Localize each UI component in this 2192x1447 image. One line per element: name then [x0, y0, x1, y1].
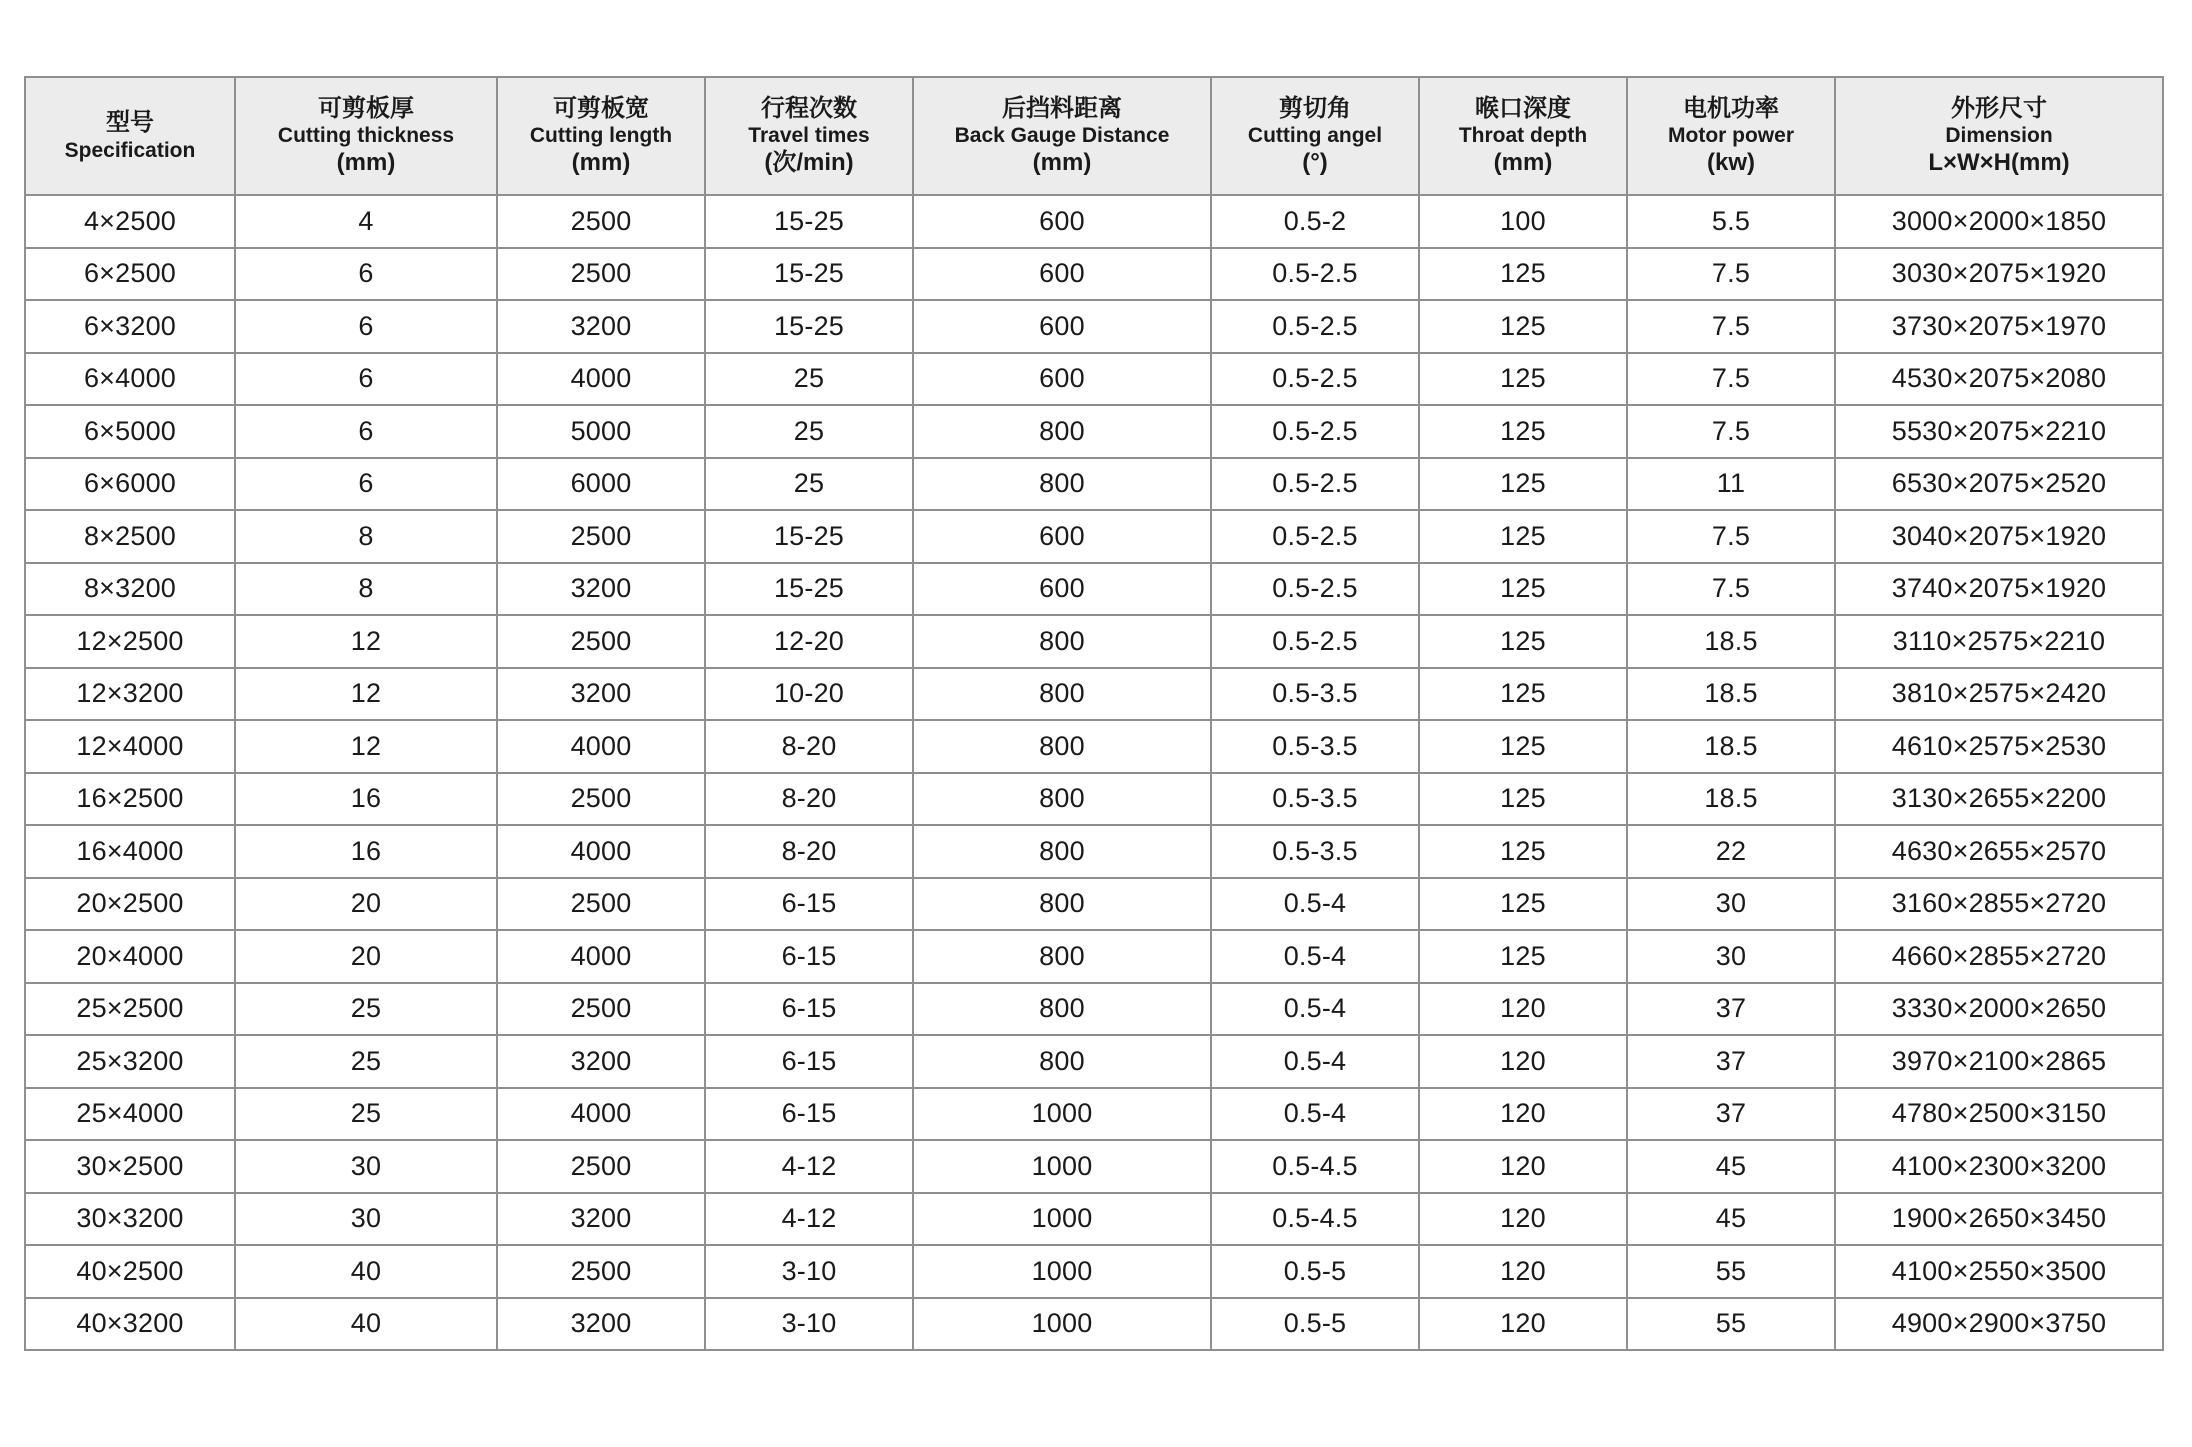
cell-cutting-length: 2500 [497, 195, 705, 248]
cell-specification: 6×6000 [25, 458, 235, 511]
cell-travel-times: 6-15 [705, 1088, 913, 1141]
cell-specification: 12×4000 [25, 720, 235, 773]
cell-dimension: 4530×2075×2080 [1835, 353, 2163, 406]
cell-specification: 8×2500 [25, 510, 235, 563]
cell-cutting-thickness: 8 [235, 563, 497, 616]
cell-cutting-thickness: 25 [235, 1088, 497, 1141]
header-label-cn: 电机功率 [1683, 94, 1779, 122]
cell-cutting-angle: 0.5-4 [1211, 878, 1419, 931]
cell-throat-depth: 120 [1419, 1035, 1627, 1088]
cell-dimension: 3130×2655×2200 [1835, 773, 2163, 826]
cell-throat-depth: 125 [1419, 720, 1627, 773]
cell-cutting-angle: 0.5-4 [1211, 1088, 1419, 1141]
cell-cutting-angle: 0.5-4.5 [1211, 1140, 1419, 1193]
cell-throat-depth: 120 [1419, 1245, 1627, 1298]
cell-dimension: 3810×2575×2420 [1835, 668, 2163, 721]
cell-throat-depth: 125 [1419, 825, 1627, 878]
cell-motor-power: 18.5 [1627, 668, 1835, 721]
header-unit: (°) [1302, 148, 1328, 176]
cell-back-gauge-distance: 1000 [913, 1140, 1211, 1193]
cell-cutting-angle: 0.5-2.5 [1211, 353, 1419, 406]
cell-dimension: 1900×2650×3450 [1835, 1193, 2163, 1246]
cell-travel-times: 4-12 [705, 1140, 913, 1193]
cell-throat-depth: 125 [1419, 510, 1627, 563]
cell-cutting-length: 4000 [497, 825, 705, 878]
cell-travel-times: 15-25 [705, 300, 913, 353]
cell-throat-depth: 125 [1419, 773, 1627, 826]
cell-travel-times: 10-20 [705, 668, 913, 721]
cell-cutting-angle: 0.5-3.5 [1211, 668, 1419, 721]
cell-specification: 6×2500 [25, 248, 235, 301]
header-label-cn: 型号 [106, 109, 154, 136]
cell-specification: 16×4000 [25, 825, 235, 878]
cell-dimension: 3030×2075×1920 [1835, 248, 2163, 301]
cell-cutting-thickness: 6 [235, 300, 497, 353]
cell-cutting-thickness: 40 [235, 1245, 497, 1298]
cell-cutting-length: 2500 [497, 615, 705, 668]
cell-back-gauge-distance: 800 [913, 615, 1211, 668]
cell-back-gauge-distance: 600 [913, 353, 1211, 406]
cell-specification: 6×4000 [25, 353, 235, 406]
cell-back-gauge-distance: 1000 [913, 1298, 1211, 1351]
cell-back-gauge-distance: 1000 [913, 1088, 1211, 1141]
cell-cutting-angle: 0.5-2 [1211, 195, 1419, 248]
table-row [25, 563, 2163, 616]
spec-table [24, 76, 2164, 1351]
cell-throat-depth: 120 [1419, 1193, 1627, 1246]
table-row [25, 1245, 2163, 1298]
table-row [25, 195, 2163, 248]
header-motor-power [1627, 77, 1835, 195]
cell-travel-times: 8-20 [705, 825, 913, 878]
cell-cutting-length: 2500 [497, 248, 705, 301]
table-row [25, 615, 2163, 668]
table-row [25, 300, 2163, 353]
header-back-gauge-distance [913, 77, 1211, 195]
cell-dimension: 3040×2075×1920 [1835, 510, 2163, 563]
cell-cutting-thickness: 6 [235, 458, 497, 511]
cell-specification: 8×3200 [25, 563, 235, 616]
table-row [25, 1193, 2163, 1246]
cell-travel-times: 25 [705, 353, 913, 406]
cell-back-gauge-distance: 800 [913, 983, 1211, 1036]
table-row [25, 825, 2163, 878]
cell-motor-power: 55 [1627, 1245, 1835, 1298]
cell-back-gauge-distance: 1000 [913, 1245, 1211, 1298]
cell-cutting-angle: 0.5-4 [1211, 930, 1419, 983]
cell-cutting-length: 4000 [497, 353, 705, 406]
header-label-en: Cutting thickness [277, 124, 455, 148]
table-row [25, 1298, 2163, 1351]
cell-cutting-length: 4000 [497, 930, 705, 983]
table-row [25, 930, 2163, 983]
header-label-en: Throat depth [1458, 124, 1588, 148]
cell-dimension: 5530×2075×2210 [1835, 405, 2163, 458]
cell-cutting-thickness: 6 [235, 405, 497, 458]
cell-cutting-length: 3200 [497, 1193, 705, 1246]
header-unit: (mm) [336, 148, 396, 176]
cell-dimension: 4630×2655×2570 [1835, 825, 2163, 878]
header-label-en: Back Gauge Distance [954, 124, 1170, 148]
cell-dimension: 3000×2000×1850 [1835, 195, 2163, 248]
cell-cutting-length: 6000 [497, 458, 705, 511]
cell-cutting-angle: 0.5-2.5 [1211, 300, 1419, 353]
header-unit: L×W×H(mm) [1928, 148, 2070, 176]
cell-cutting-length: 3200 [497, 668, 705, 721]
cell-cutting-length: 2500 [497, 1140, 705, 1193]
table-row [25, 1140, 2163, 1193]
header-label-cn: 可剪板宽 [553, 94, 649, 122]
cell-cutting-thickness: 30 [235, 1193, 497, 1246]
cell-cutting-angle: 0.5-2.5 [1211, 405, 1419, 458]
cell-cutting-thickness: 6 [235, 353, 497, 406]
cell-specification: 25×3200 [25, 1035, 235, 1088]
cell-motor-power: 37 [1627, 1035, 1835, 1088]
table-row [25, 983, 2163, 1036]
cell-travel-times: 8-20 [705, 773, 913, 826]
cell-specification: 20×4000 [25, 930, 235, 983]
table-row [25, 773, 2163, 826]
cell-back-gauge-distance: 800 [913, 773, 1211, 826]
cell-travel-times: 6-15 [705, 878, 913, 931]
cell-specification: 4×2500 [25, 195, 235, 248]
cell-dimension: 4660×2855×2720 [1835, 930, 2163, 983]
cell-specification: 40×2500 [25, 1245, 235, 1298]
cell-specification: 20×2500 [25, 878, 235, 931]
cell-cutting-thickness: 40 [235, 1298, 497, 1351]
cell-throat-depth: 125 [1419, 615, 1627, 668]
cell-throat-depth: 120 [1419, 1298, 1627, 1351]
cell-motor-power: 7.5 [1627, 248, 1835, 301]
cell-dimension: 4900×2900×3750 [1835, 1298, 2163, 1351]
cell-back-gauge-distance: 600 [913, 248, 1211, 301]
cell-cutting-length: 2500 [497, 510, 705, 563]
header-label-en: Motor power [1668, 124, 1794, 148]
cell-dimension: 4100×2550×3500 [1835, 1245, 2163, 1298]
cell-cutting-angle: 0.5-5 [1211, 1245, 1419, 1298]
cell-throat-depth: 125 [1419, 353, 1627, 406]
spec-table-container [24, 76, 2162, 1351]
cell-cutting-length: 3200 [497, 1035, 705, 1088]
table-row [25, 878, 2163, 931]
cell-throat-depth: 125 [1419, 563, 1627, 616]
cell-motor-power: 11 [1627, 458, 1835, 511]
cell-cutting-thickness: 4 [235, 195, 497, 248]
cell-dimension: 3970×2100×2865 [1835, 1035, 2163, 1088]
header-label-cn: 剪切角 [1279, 94, 1351, 122]
table-row [25, 668, 2163, 721]
cell-specification: 40×3200 [25, 1298, 235, 1351]
cell-specification: 12×2500 [25, 615, 235, 668]
cell-back-gauge-distance: 800 [913, 1035, 1211, 1088]
cell-travel-times: 6-15 [705, 930, 913, 983]
cell-dimension: 3330×2000×2650 [1835, 983, 2163, 1036]
cell-back-gauge-distance: 600 [913, 195, 1211, 248]
cell-travel-times: 12-20 [705, 615, 913, 668]
cell-cutting-length: 4000 [497, 720, 705, 773]
cell-cutting-angle: 0.5-2.5 [1211, 458, 1419, 511]
cell-motor-power: 18.5 [1627, 720, 1835, 773]
cell-dimension: 3740×2075×1920 [1835, 563, 2163, 616]
cell-motor-power: 7.5 [1627, 353, 1835, 406]
cell-cutting-angle: 0.5-3.5 [1211, 773, 1419, 826]
cell-travel-times: 15-25 [705, 563, 913, 616]
cell-specification: 12×3200 [25, 668, 235, 721]
cell-back-gauge-distance: 800 [913, 405, 1211, 458]
cell-cutting-length: 3200 [497, 300, 705, 353]
cell-motor-power: 45 [1627, 1193, 1835, 1246]
cell-back-gauge-distance: 800 [913, 720, 1211, 773]
header-unit: (mm) [1032, 148, 1092, 176]
cell-back-gauge-distance: 600 [913, 563, 1211, 616]
header-label-cn: 后挡料距离 [1002, 94, 1122, 122]
cell-cutting-length: 2500 [497, 983, 705, 1036]
cell-specification: 30×2500 [25, 1140, 235, 1193]
cell-cutting-thickness: 20 [235, 930, 497, 983]
table-row [25, 1088, 2163, 1141]
cell-cutting-thickness: 8 [235, 510, 497, 563]
cell-cutting-angle: 0.5-4 [1211, 983, 1419, 1036]
header-dimension [1835, 77, 2163, 195]
cell-motor-power: 37 [1627, 1088, 1835, 1141]
cell-motor-power: 7.5 [1627, 300, 1835, 353]
cell-back-gauge-distance: 1000 [913, 1193, 1211, 1246]
cell-motor-power: 55 [1627, 1298, 1835, 1351]
cell-dimension: 6530×2075×2520 [1835, 458, 2163, 511]
cell-cutting-thickness: 30 [235, 1140, 497, 1193]
cell-specification: 30×3200 [25, 1193, 235, 1246]
table-row [25, 458, 2163, 511]
cell-travel-times: 6-15 [705, 1035, 913, 1088]
cell-motor-power: 18.5 [1627, 773, 1835, 826]
cell-cutting-thickness: 20 [235, 878, 497, 931]
header-label-en: Cutting length [529, 124, 673, 148]
cell-motor-power: 7.5 [1627, 405, 1835, 458]
cell-throat-depth: 125 [1419, 878, 1627, 931]
cell-specification: 6×3200 [25, 300, 235, 353]
cell-cutting-length: 2500 [497, 773, 705, 826]
cell-dimension: 3160×2855×2720 [1835, 878, 2163, 931]
cell-back-gauge-distance: 600 [913, 300, 1211, 353]
cell-motor-power: 7.5 [1627, 563, 1835, 616]
cell-throat-depth: 125 [1419, 930, 1627, 983]
cell-travel-times: 15-25 [705, 510, 913, 563]
header-travel-times [705, 77, 913, 195]
cell-dimension: 4780×2500×3150 [1835, 1088, 2163, 1141]
cell-back-gauge-distance: 800 [913, 930, 1211, 983]
cell-back-gauge-distance: 800 [913, 878, 1211, 931]
cell-cutting-length: 3200 [497, 1298, 705, 1351]
cell-travel-times: 25 [705, 458, 913, 511]
cell-cutting-length: 4000 [497, 1088, 705, 1141]
header-cutting-angle [1211, 77, 1419, 195]
cell-cutting-angle: 0.5-3.5 [1211, 720, 1419, 773]
cell-cutting-angle: 0.5-2.5 [1211, 510, 1419, 563]
cell-cutting-angle: 0.5-4.5 [1211, 1193, 1419, 1246]
cell-cutting-angle: 0.5-2.5 [1211, 563, 1419, 616]
header-unit: (次/min) [764, 148, 854, 176]
header-cutting-length [497, 77, 705, 195]
cell-cutting-thickness: 12 [235, 720, 497, 773]
cell-back-gauge-distance: 800 [913, 458, 1211, 511]
header-unit: (mm) [571, 148, 631, 176]
cell-throat-depth: 125 [1419, 405, 1627, 458]
cell-dimension: 4100×2300×3200 [1835, 1140, 2163, 1193]
header-label-en: Travel times [748, 124, 870, 148]
cell-specification: 25×4000 [25, 1088, 235, 1141]
header-label-cn: 可剪板厚 [318, 94, 414, 122]
header-specification [25, 77, 235, 195]
cell-travel-times: 15-25 [705, 248, 913, 301]
cell-specification: 16×2500 [25, 773, 235, 826]
cell-motor-power: 5.5 [1627, 195, 1835, 248]
cell-travel-times: 15-25 [705, 195, 913, 248]
cell-throat-depth: 100 [1419, 195, 1627, 248]
cell-travel-times: 25 [705, 405, 913, 458]
cell-cutting-thickness: 25 [235, 1035, 497, 1088]
cell-specification: 25×2500 [25, 983, 235, 1036]
cell-cutting-thickness: 12 [235, 668, 497, 721]
cell-motor-power: 22 [1627, 825, 1835, 878]
cell-throat-depth: 125 [1419, 458, 1627, 511]
cell-motor-power: 30 [1627, 878, 1835, 931]
cell-cutting-angle: 0.5-2.5 [1211, 615, 1419, 668]
cell-specification: 6×5000 [25, 405, 235, 458]
cell-throat-depth: 120 [1419, 983, 1627, 1036]
cell-motor-power: 37 [1627, 983, 1835, 1036]
cell-back-gauge-distance: 800 [913, 825, 1211, 878]
cell-cutting-angle: 0.5-2.5 [1211, 248, 1419, 301]
cell-motor-power: 45 [1627, 1140, 1835, 1193]
cell-cutting-thickness: 6 [235, 248, 497, 301]
cell-cutting-thickness: 25 [235, 983, 497, 1036]
cell-travel-times: 3-10 [705, 1298, 913, 1351]
cell-cutting-thickness: 16 [235, 773, 497, 826]
header-label-en: Cutting angel [1247, 124, 1383, 148]
cell-travel-times: 3-10 [705, 1245, 913, 1298]
cell-travel-times: 8-20 [705, 720, 913, 773]
header-label-cn: 外形尺寸 [1951, 94, 2047, 122]
table-header-row [25, 77, 2163, 195]
cell-cutting-thickness: 16 [235, 825, 497, 878]
cell-back-gauge-distance: 600 [913, 510, 1211, 563]
cell-cutting-length: 2500 [497, 878, 705, 931]
header-unit: (kw) [1707, 148, 1755, 176]
table-row [25, 405, 2163, 458]
table-row [25, 720, 2163, 773]
table-row [25, 1035, 2163, 1088]
cell-dimension: 3730×2075×1970 [1835, 300, 2163, 353]
table-row [25, 248, 2163, 301]
cell-motor-power: 18.5 [1627, 615, 1835, 668]
cell-cutting-length: 3200 [497, 563, 705, 616]
table-row [25, 353, 2163, 406]
cell-throat-depth: 125 [1419, 300, 1627, 353]
header-throat-depth [1419, 77, 1627, 195]
header-label-cn: 行程次数 [761, 94, 857, 122]
cell-back-gauge-distance: 800 [913, 668, 1211, 721]
cell-travel-times: 6-15 [705, 983, 913, 1036]
header-unit: (mm) [1493, 148, 1553, 176]
cell-throat-depth: 120 [1419, 1140, 1627, 1193]
cell-cutting-length: 5000 [497, 405, 705, 458]
cell-cutting-thickness: 12 [235, 615, 497, 668]
table-row [25, 510, 2163, 563]
header-label-en: Dimension [1945, 124, 2053, 148]
cell-throat-depth: 125 [1419, 668, 1627, 721]
cell-motor-power: 30 [1627, 930, 1835, 983]
cell-cutting-angle: 0.5-4 [1211, 1035, 1419, 1088]
header-label-cn: 喉口深度 [1475, 94, 1571, 122]
cell-dimension: 3110×2575×2210 [1835, 615, 2163, 668]
cell-throat-depth: 120 [1419, 1088, 1627, 1141]
cell-cutting-angle: 0.5-5 [1211, 1298, 1419, 1351]
header-cutting-thickness [235, 77, 497, 195]
cell-motor-power: 7.5 [1627, 510, 1835, 563]
cell-dimension: 4610×2575×2530 [1835, 720, 2163, 773]
cell-cutting-angle: 0.5-3.5 [1211, 825, 1419, 878]
cell-travel-times: 4-12 [705, 1193, 913, 1246]
header-label-en: Specification [64, 138, 196, 162]
cell-throat-depth: 125 [1419, 248, 1627, 301]
cell-cutting-length: 2500 [497, 1245, 705, 1298]
table-body [25, 195, 2163, 1350]
